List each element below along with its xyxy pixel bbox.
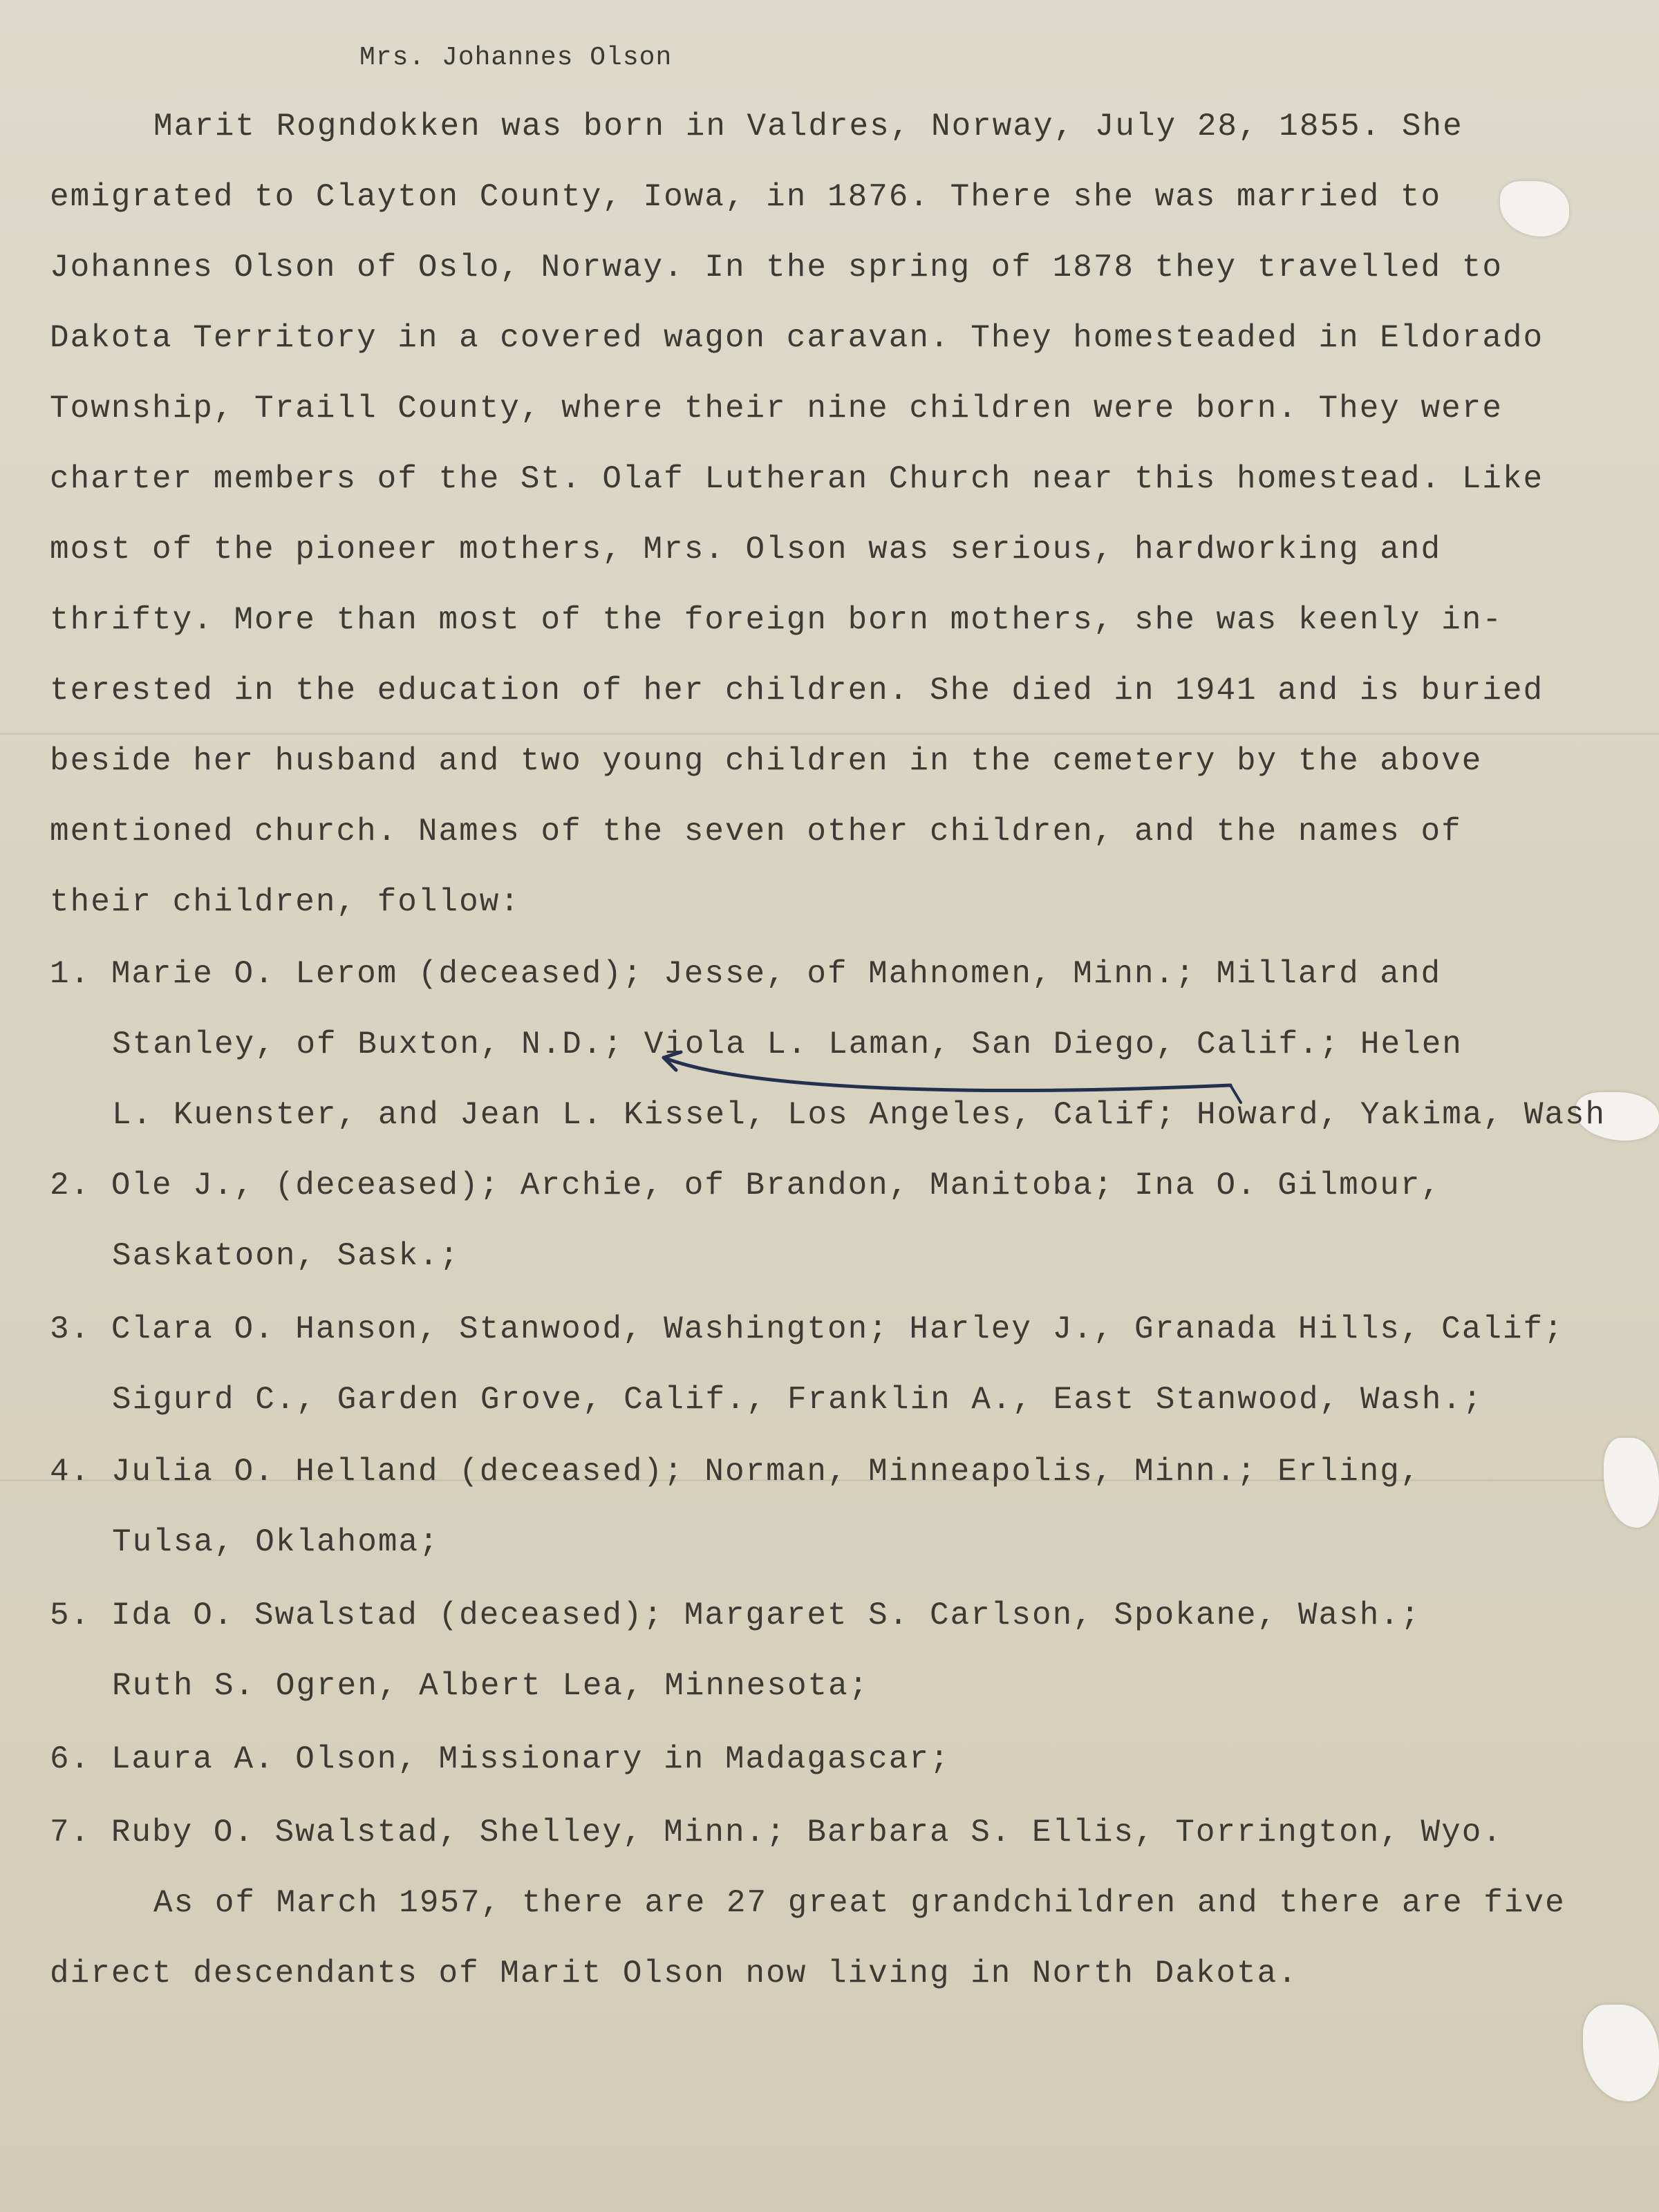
text-line: As of March 1957, there are 27 great grandchildren and there are five [153,1885,1566,1921]
text-line: mentioned church. Names of the seven other children, and the names of [50,814,1462,850]
list-item-line: 6. Laura A. Olson, Missionary in Madagascar; [50,1741,950,1777]
document-heading: Mrs. Johannes Olson [359,43,673,73]
text-line: emigrated to Clayton County, Iowa, in 1876. There she was married to [50,179,1442,215]
list-item-line: 7. Ruby O. Swalstad, Shelley, Minn.; Barbara S. Ellis, Torrington, Wyo. [50,1815,1503,1850]
text-line: most of the pioneer mothers, Mrs. Olson was serious, hardworking and [50,532,1442,568]
text-line: Johannes Olson of Oslo, Norway. In the spring of 1878 they travelled to [50,250,1503,285]
list-item-line: 5. Ida O. Swalstad (deceased); Margaret S. Carlson, Spokane, Wash.; [50,1597,1421,1633]
list-item-line: 2. Ole J., (deceased); Archie, of Brandon, Manitoba; Ina O. Gilmour, [50,1168,1442,1203]
list-item-line: 1. Marie O. Lerom (deceased); Jesse, of Mahnomen, Minn.; Millard and [50,956,1442,992]
text-line: beside her husband and two young children in the cemetery by the above [50,743,1483,779]
text-line: charter members of the St. Olaf Lutheran Church near this homestead. Like [50,461,1544,497]
text-line: Dakota Territory in a covered wagon caravan. They homesteaded in Eldorado [50,320,1544,356]
text-line: terested in the education of her children. She died in 1941 and is buried [50,673,1544,709]
text-line: thrifty. More than most of the foreign born mothers, she was keenly in- [50,602,1503,638]
list-item-line: Sigurd C., Garden Grove, Calif., Franklin A., East Stanwood, Wash.; [112,1382,1483,1418]
list-item-line: Stanley, of Buxton, N.D.; Viola L. Laman, San Diego, Calif.; Helen [112,1027,1463,1062]
list-item-line: Tulsa, Oklahoma; [112,1524,440,1560]
text-line: their children, follow: [50,884,521,920]
paper-tear [1500,181,1569,236]
text-line: Marit Rogndokken was born in Valdres, Norway, July 28, 1855. She [153,109,1463,144]
list-item-line: 3. Clara O. Hanson, Stanwood, Washington; Harley J., Granada Hills, Calif; [50,1311,1564,1347]
list-item-line: L. Kuenster, and Jean L. Kissel, Los Angeles, Calif; Howard, Yakima, Wash [112,1097,1606,1133]
handwritten-insertion-mark [650,1044,1244,1106]
text-line: Township, Traill County, where their nine children were born. They were [50,391,1503,427]
list-item-line: 4. Julia O. Helland (deceased); Norman, Minneapolis, Minn.; Erling, [50,1454,1421,1490]
paper-crease [0,733,1659,735]
text-line: direct descendants of Marit Olson now living in North Dakota. [50,1956,1298,1991]
paper-tear [1604,1438,1659,1528]
list-item-line: Ruth S. Ogren, Albert Lea, Minnesota; [112,1668,870,1704]
list-item-line: Saskatoon, Sask.; [112,1238,460,1274]
paper-tear [1583,2005,1659,2101]
